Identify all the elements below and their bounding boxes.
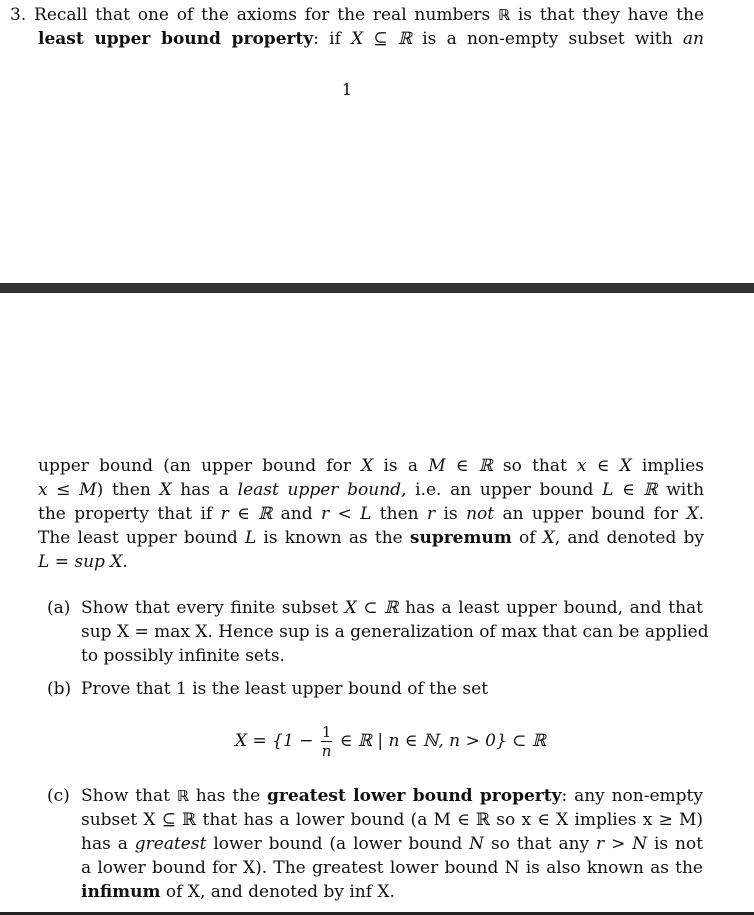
para-text-3a: upper bound (an upper bound for — [38, 456, 351, 476]
part-c-line-1: Show that ℝ has the greatest lower bound property: any non-empty — [81, 786, 703, 806]
part-c-text-3a: has a — [81, 834, 128, 854]
var-x: X — [686, 504, 699, 524]
r-lt-l: r < L — [320, 504, 372, 524]
x-in-x: x ∈ X — [577, 456, 632, 476]
part-c-text-1b: : any non-empty — [561, 786, 703, 806]
para-text-3c: so that — [502, 456, 567, 476]
part-a-text-1: Show that every finite subset — [81, 598, 338, 618]
para-text-6d: , and denoted by — [554, 528, 705, 548]
part-b-line-1: Prove that 1 is the least upper bound of the set — [81, 679, 489, 699]
intro-text-2a: : if — [313, 29, 341, 49]
fraction-one-over-n — [321, 723, 333, 760]
intro-text-1b: is that they have the — [517, 5, 705, 25]
real-numbers-symbol: ℝ — [176, 787, 189, 805]
para-text-3b: is a — [383, 456, 418, 476]
equation-left: X = {1 − — [235, 731, 314, 751]
var-x: X — [361, 456, 374, 476]
part-c-line-2: subset X ⊆ ℝ that has a lower bound (a M ∈ ℝ so x ∈ X implies x ≥ M) — [81, 810, 703, 830]
para-text-4d: with — [666, 480, 705, 500]
part-c-line-3 — [81, 833, 703, 855]
part-c-text-3c: so that any — [490, 834, 590, 854]
para-text-4b: has a — [180, 480, 229, 500]
intro-text-an: an — [682, 29, 704, 49]
para-text-6a: The least upper bound — [38, 528, 238, 548]
para-text-5c: then — [379, 504, 419, 524]
intro-line-1 — [10, 4, 704, 26]
para-text-6b: is known as the — [263, 528, 403, 548]
r-gt-n: r > N — [596, 834, 648, 854]
part-a-line-3: to possibly infinite sets. — [81, 646, 285, 666]
part-b-label: (b) — [47, 679, 72, 699]
para-line-3 — [38, 455, 704, 477]
var-x: X — [159, 480, 172, 500]
para-text-5b: and — [280, 504, 313, 524]
intro-text-2b: is a non-empty subset with — [422, 29, 673, 49]
para-line-7 — [38, 551, 128, 573]
part-a-line-1 — [81, 597, 703, 619]
lub-italic-term: least upper bound, — [237, 480, 407, 500]
part-a-label: (a) — [47, 598, 71, 618]
para-text-5d: an upper bound for — [502, 504, 679, 524]
para-line-6 — [38, 527, 704, 549]
glb-property-term: greatest lower bound property — [267, 786, 562, 806]
page-number: 1 — [341, 80, 353, 99]
intro-line-2 — [38, 28, 704, 50]
fraction-numerator: 1 — [321, 723, 332, 741]
para-text-6c: of — [518, 528, 536, 548]
not-italic: not — [466, 504, 495, 524]
para-line-5: the property that if r ∈ ℝ and r < L then r is not an upper bound for X. — [38, 504, 705, 524]
part-c-line-5 — [81, 881, 395, 903]
part-c-text-3d: is not — [653, 834, 704, 854]
intro-text-1a: 3. Recall that one of the axioms for the real numbers — [10, 5, 491, 25]
r-in-r: r ∈ ℝ — [220, 504, 273, 524]
var-r: r — [426, 504, 436, 524]
part-a-line-2: sup X = max X. Hence sup is a generalization of max that can be applied — [81, 622, 709, 642]
m-in-r: M ∈ ℝ — [428, 456, 493, 476]
para-text-5a: the property that if — [38, 504, 213, 524]
equation-right: ∈ ℝ | n ∈ ℕ, n > 0} ⊂ ℝ — [339, 731, 546, 751]
lub-property-term: least upper bound property — [38, 29, 314, 49]
page-break-divider — [0, 283, 754, 293]
x-subset-r: X ⊂ ℝ — [344, 598, 399, 618]
var-x: X — [542, 528, 555, 548]
greatest-italic: greatest — [134, 834, 207, 854]
fraction-denominator: n — [321, 742, 332, 760]
supremum-term: supremum — [409, 528, 512, 548]
var-n: N — [469, 834, 485, 854]
x-le-m: x ≤ M — [38, 480, 97, 500]
part-c-text-1: Show that — [81, 786, 170, 806]
subset-expr: X ⊆ ℝ — [351, 29, 412, 49]
sup-definition: L = sup X. — [38, 552, 128, 572]
part-c-text-5: of X, and denoted by inf X. — [165, 882, 395, 902]
infimum-term: infimum — [81, 882, 161, 902]
part-a-text-1b: has a least upper bound, and that — [405, 598, 703, 618]
para-text-4c: i.e. an upper bound — [415, 480, 594, 500]
set-equation — [235, 722, 546, 760]
para-text-3d: implies — [641, 456, 704, 476]
part-c-label: (c) — [47, 786, 70, 806]
part-c-text-3b: lower bound (a lower bound — [213, 834, 463, 854]
part-c-line-4: a lower bound for X). The greatest lower bound N is also known as the — [81, 858, 703, 878]
real-numbers-symbol: ℝ — [498, 6, 511, 24]
para-text-4a: ) then — [96, 480, 151, 500]
var-l: L — [244, 528, 257, 548]
l-in-r: L ∈ ℝ — [602, 480, 658, 500]
para-line-4 — [38, 479, 704, 501]
